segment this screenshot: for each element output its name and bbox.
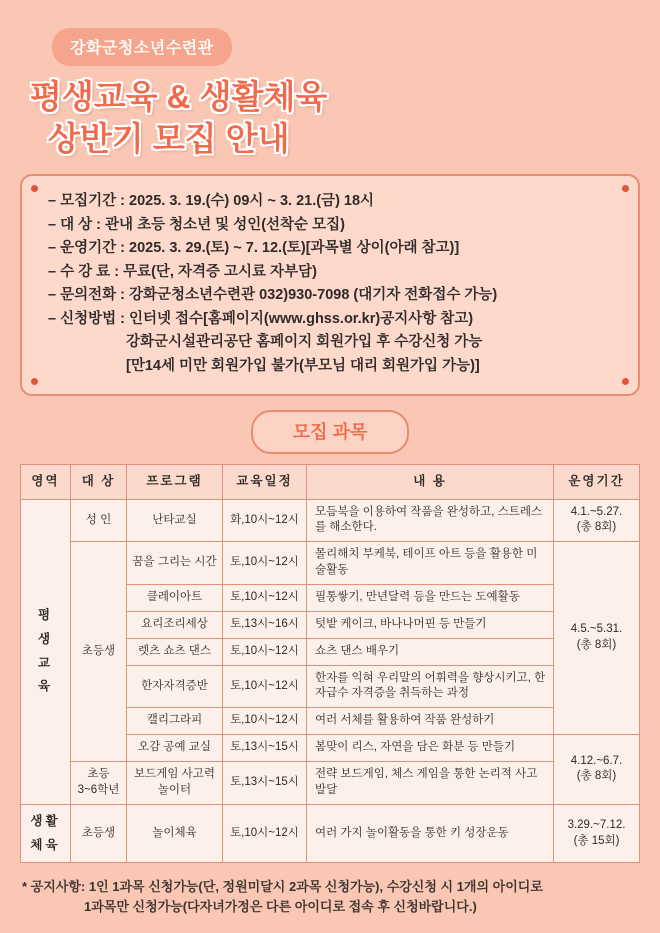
cell-program: 캘리그라피 xyxy=(127,708,223,735)
cell-program: 한자자격증반 xyxy=(127,665,223,708)
course-table-body xyxy=(21,499,640,863)
cell-description: 쇼츠 댄스 배우기 xyxy=(307,638,554,665)
info-line: – 운영기간 : 2025. 3. 29.(토) ~ 7. 12.(토)[과목별 상이(아래 참고)] xyxy=(48,240,460,257)
cell-program: 요리조리세상 xyxy=(127,611,223,638)
cell-schedule: 토,10시~12시 xyxy=(223,585,307,612)
cell-schedule: 토,10시~12시 xyxy=(223,804,307,863)
cell-schedule: 토,10시~12시 xyxy=(223,665,307,708)
cell-target: 초등생 xyxy=(71,542,127,762)
cell-schedule: 토,13시~16시 xyxy=(223,611,307,638)
info-line-indent: [만14세 미만 회원가입 불가(부모님 대리 회원가입 가능)] xyxy=(126,357,480,374)
cell-program: 오감 공예 교실 xyxy=(127,735,223,762)
rivet-icon xyxy=(31,378,38,385)
th-period: 운영기간 xyxy=(554,465,640,499)
cell-period: 4.12.~6.7. (총 8회) xyxy=(554,735,640,805)
page-title xyxy=(30,76,660,160)
cell-schedule: 토,10시~12시 xyxy=(223,638,307,665)
cell-schedule: 화,10시~12시 xyxy=(223,499,307,542)
info-box xyxy=(20,174,640,396)
notice-line-2: 1과목만 신청가능(다자녀가정은 다른 아이디로 접속 후 신청바랍니다.) xyxy=(84,899,477,915)
cell-description: 여러 가지 놀이활동을 통한 키 성장운동 xyxy=(307,804,554,863)
cell-schedule: 토,10시~12시 xyxy=(223,708,307,735)
cell-program: 렛츠 쇼츠 댄스 xyxy=(127,638,223,665)
info-line: – 모집기간 : 2025. 3. 19.(수) 09시 ~ 3. 21.(금) 18시 xyxy=(48,193,375,210)
organization-badge: 강화군청소년수련관 xyxy=(52,28,232,66)
th-schedule: 교육일정 xyxy=(223,465,307,499)
cell-area: 생활 체육 xyxy=(21,804,71,863)
th-description: 내 용 xyxy=(307,465,554,499)
cell-description: 몰리해치 부케북, 테이프 아트 등을 활용한 미술활동 xyxy=(307,542,554,585)
section-title: 모집 과목 xyxy=(251,410,410,454)
rivet-icon xyxy=(622,378,629,385)
table-row xyxy=(21,804,640,863)
table-row xyxy=(21,499,640,542)
info-line: – 대 상 : 관내 초등 청소년 및 성인(선착순 모집) xyxy=(48,216,345,233)
cell-program: 클레이아트 xyxy=(127,585,223,612)
info-line: – 수 강 료 : 무료(단, 자격증 고시료 자부담) xyxy=(48,263,317,280)
table-row xyxy=(21,542,640,585)
info-line: – 문의전화 : 강화군청소년수련관 032)930-7098 (대기자 전화접수 가능) xyxy=(48,287,498,304)
cell-schedule: 토,10시~12시 xyxy=(223,542,307,585)
cell-description: 텃밭 케이크, 바나나머핀 등 만들기 xyxy=(307,611,554,638)
table-row xyxy=(21,762,640,805)
cell-description: 전략 보드게임, 체스 게임을 통한 논리적 사고 발달 xyxy=(307,762,554,805)
rivet-icon xyxy=(622,185,629,192)
cell-target: 초등생 xyxy=(71,804,127,863)
cell-period: 4.1.~5.27. (총 8회) xyxy=(554,499,640,542)
section-heading xyxy=(0,410,660,454)
notice-line-1: * 공지사항: 1인 1과목 신청가능(단, 정원미달시 2과목 신청가능), 수강신청 시 1개의 아이디로 xyxy=(22,879,543,895)
title-line-2: 상반기 모집 안내 xyxy=(48,120,290,158)
cell-description: 봄맞이 리스, 자연을 담은 화분 등 만들기 xyxy=(307,735,554,762)
table-header-row xyxy=(21,465,640,499)
cell-period: 4.5.~5.31. (총 8회) xyxy=(554,542,640,735)
cell-program: 난타교실 xyxy=(127,499,223,542)
title-line-1: 평생교육 & 생활체육 xyxy=(30,78,328,115)
course-table-wrapper xyxy=(20,464,640,863)
info-line: – 신청방법 : 인터넷 접수[홈페이지(www.ghss.or.kr)공지사항 참고) xyxy=(48,310,474,327)
th-program: 프로그램 xyxy=(127,465,223,499)
cell-target: 성 인 xyxy=(71,499,127,542)
course-table xyxy=(20,464,640,863)
cell-schedule: 토,13시~15시 xyxy=(223,762,307,805)
info-line-indent: 강화군시설관리공단 홈페이지 회원가입 후 수강신청 가능 xyxy=(126,334,483,351)
th-target: 대 상 xyxy=(71,465,127,499)
cell-period: 3.29.~7.12. (총 15회) xyxy=(554,804,640,863)
cell-program: 보드게임 사고력 놀이터 xyxy=(127,762,223,805)
notice-text xyxy=(22,877,636,917)
cell-area: 평 생 교 육 xyxy=(21,499,71,804)
cell-target: 초등 3~6학년 xyxy=(71,762,127,805)
cell-description: 여러 서체를 활용하여 작품 완성하기 xyxy=(307,708,554,735)
th-area: 영역 xyxy=(21,465,71,499)
cell-description: 한자를 익혀 우리말의 어휘력을 향상시키고, 한자급수 자격증을 취득하는 과정 xyxy=(307,665,554,708)
cell-schedule: 토,13시~15시 xyxy=(223,735,307,762)
cell-description: 필통쌓기, 만년달력 등을 만드는 도예활동 xyxy=(307,585,554,612)
rivet-icon xyxy=(31,185,38,192)
cell-description: 모듬북을 이용하여 작품을 완성하고, 스트레스를 해소한다. xyxy=(307,499,554,542)
cell-program: 놀이체육 xyxy=(127,804,223,863)
cell-program: 꿈을 그리는 시간 xyxy=(127,542,223,585)
